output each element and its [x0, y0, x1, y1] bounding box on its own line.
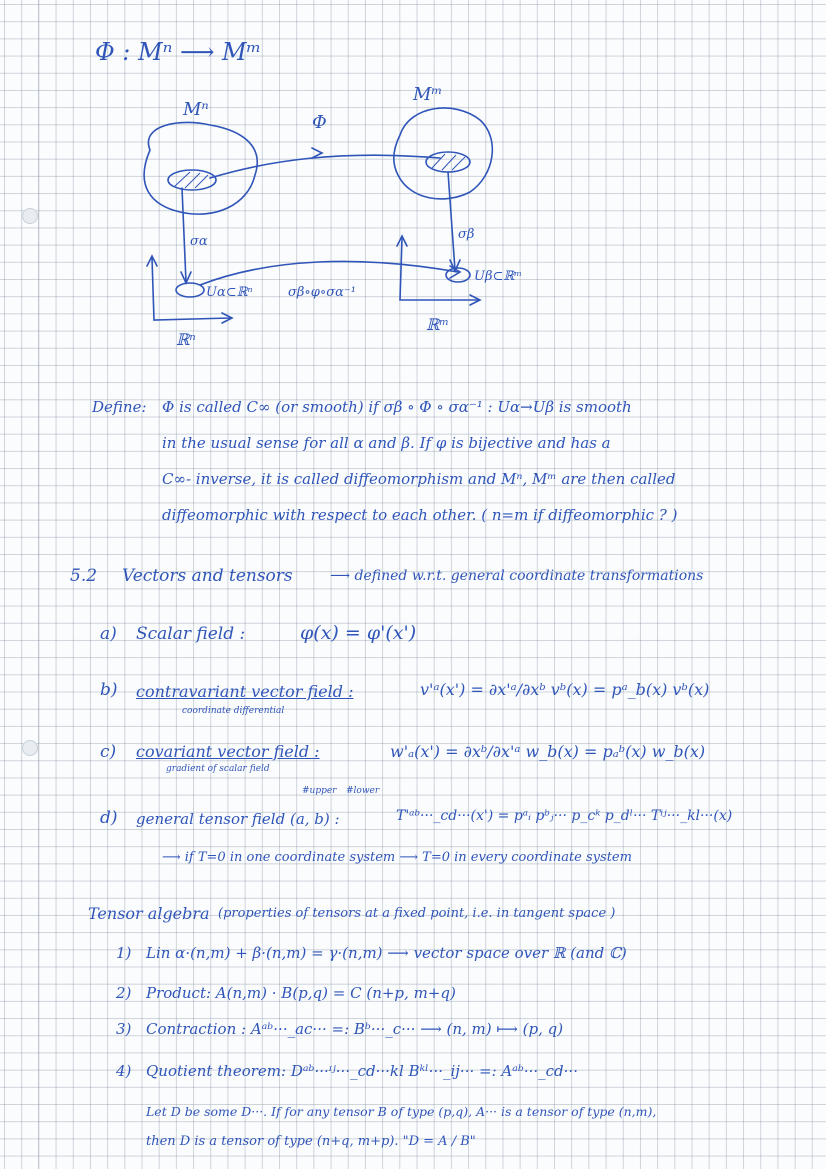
label-u-alpha: Uα⊂ℝⁿ: [206, 285, 253, 300]
field-c-label: c): [100, 742, 117, 762]
label-sigma-beta: σβ: [458, 227, 475, 242]
field-d-remark: ⟶ if T=0 in one coordinate system ⟶ T=0 in every coordinate system: [162, 850, 632, 865]
sigma-alpha-arrow: [182, 188, 186, 282]
section-title: Vectors and tensors: [122, 566, 293, 586]
field-a-name: Scalar field :: [136, 624, 246, 644]
patch-right: [426, 152, 470, 172]
algebra-item-4-line-2: Let D be some D···. If for any tensor B of type (p,q), A··· is a tensor of type (n,m),: [146, 1104, 657, 1119]
field-c-note: gradient of scalar field: [166, 764, 270, 774]
sigma-beta-arrow: [448, 172, 455, 270]
field-b-formula: v'ᵃ(x') = ∂x'ᵃ/∂xᵇ vᵇ(x) = pᵃ_b(x) vᵇ(x): [420, 680, 710, 699]
manifold-diagram: [0, 0, 826, 370]
algebra-item-2: Product: A(n,m) · B(p,q) = C (n+p, m+q): [146, 984, 456, 1002]
punch-hole: [22, 740, 38, 756]
field-b-note: coordinate differential: [182, 706, 285, 716]
algebra-item-4: Quotient theorem: Dᵃᵇ···ᶦʲ···_cd···kl Bᵏˡ···_ij··· =: Aᵃᵇ···_cd···: [146, 1062, 578, 1080]
label-m-m: Mᵐ: [413, 84, 443, 105]
section-number: 5.2: [70, 566, 98, 586]
define-line-1: Φ is called C∞ (or smooth) if σβ ∘ Φ ∘ σα⁻¹ : Uα→Uβ is smooth: [162, 398, 632, 416]
label-composition: σβ∘φ∘σα⁻¹: [288, 285, 356, 300]
map-heading: Φ : Mⁿ ⟶ Mᵐ: [95, 38, 262, 66]
label-r-m: ℝᵐ: [426, 315, 450, 334]
label-sigma-alpha: σα: [190, 234, 208, 249]
algebra-item-3: Contraction : Aᵃᵇ···_ac··· =: Bᵇ···_c··· ⟶ (n, m) ⟼ (p, q): [146, 1020, 564, 1038]
algebra-item-3-number: 3): [116, 1020, 132, 1038]
field-b-name: contravariant vector field :: [136, 682, 354, 701]
section-subtitle: ⟶ defined w.r.t. general coordinate transformations: [330, 568, 704, 584]
label-u-beta: Uβ⊂ℝᵐ: [474, 269, 523, 284]
algebra-subtitle: (properties of tensors at a fixed point, i.e. in tangent space ): [218, 906, 616, 921]
field-d-note-upper: #upper: [302, 786, 337, 796]
field-d-note-lower: #lower: [346, 786, 380, 796]
patch-left: [168, 170, 216, 190]
composition-arrow: [200, 261, 458, 285]
manifold-m-m-blob: [394, 108, 493, 199]
label-r-n: ℝⁿ: [176, 330, 196, 349]
algebra-item-4-number: 4): [116, 1062, 132, 1080]
algebra-title: Tensor algebra: [88, 904, 210, 923]
define-line-3: C∞- inverse, it is called diffeomorphism and Mⁿ, Mᵐ are then called: [162, 470, 676, 488]
field-c-name: covariant vector field :: [136, 742, 320, 761]
label-phi: Φ: [312, 112, 327, 133]
field-b-label: b): [100, 680, 118, 700]
manifold-m-n-blob: [144, 122, 257, 214]
algebra-item-2-number: 2): [116, 984, 132, 1002]
field-a-label: a): [100, 624, 117, 644]
field-d-label: d): [100, 808, 118, 828]
field-c-formula: w'ₐ(x') = ∂xᵇ/∂x'ᵃ w_b(x) = pₐᵇ(x) w_b(x): [390, 742, 706, 761]
define-label: Define:: [92, 398, 147, 416]
phi-arrow: [210, 155, 440, 178]
algebra-item-1-number: 1): [116, 944, 132, 962]
define-line-4: diffeomorphic with respect to each other. ( n=m if diffeomorphic ? ): [162, 506, 678, 524]
label-m-n: Mⁿ: [183, 99, 209, 120]
field-a-formula: φ(x) = φ'(x'): [300, 622, 417, 644]
define-line-2: in the usual sense for all α and β. If φ is bijective and has a: [162, 434, 611, 452]
algebra-item-1: Lin α·(n,m) + β·(n,m) = γ·(n,m) ⟶ vector space over ℝ (and ℂ): [146, 944, 627, 962]
algebra-item-4-line-3: then D is a tensor of type (n+q, m+p). "D = A / B": [146, 1134, 476, 1149]
field-d-name: general tensor field (a, b) :: [136, 810, 340, 828]
field-d-formula: T'ᵃᵇ···_cd···(x') = pᵃᵢ pᵇⱼ··· p_cᵏ p_dˡ··· Tⁱʲ···_kl···(x): [396, 808, 733, 824]
